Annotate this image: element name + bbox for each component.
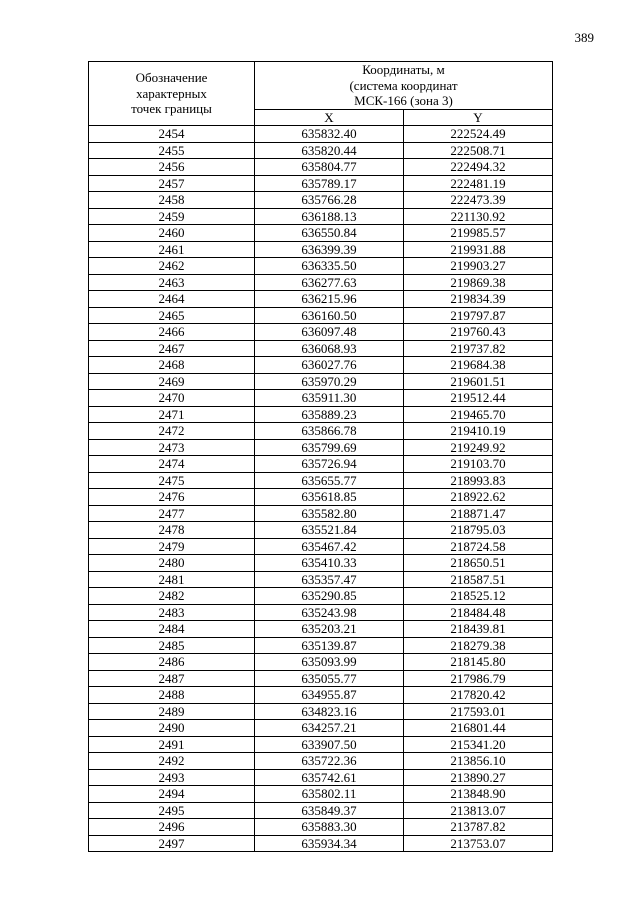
table-row [89,324,553,341]
table-row [89,258,553,275]
table-row [89,390,553,407]
point-id-cell: 2493 [89,769,255,786]
x-coordinate-cell: 636399.39 [255,241,404,258]
x-coordinate-cell: 635290.85 [255,588,404,605]
x-coordinate-cell: 636027.76 [255,357,404,374]
point-id-cell: 2457 [89,175,255,192]
x-coordinate-cell: 636335.50 [255,258,404,275]
x-coordinate-cell: 634823.16 [255,703,404,720]
y-coordinate-cell: 219249.92 [404,439,553,456]
x-coordinate-cell: 634955.87 [255,687,404,704]
x-coordinate-cell: 635832.40 [255,126,404,143]
x-coordinate-cell: 635849.37 [255,802,404,819]
point-id-cell: 2461 [89,241,255,258]
point-id-cell: 2463 [89,274,255,291]
x-coordinate-cell: 635243.98 [255,604,404,621]
coordinates-header-line: МСК-166 (зона 3) [354,93,453,108]
x-coordinate-cell: 635726.94 [255,456,404,473]
table-row [89,555,553,572]
x-coordinate-cell: 635802.11 [255,786,404,803]
y-coordinate-cell: 219512.44 [404,390,553,407]
table-row [89,159,553,176]
point-id-cell: 2489 [89,703,255,720]
y-coordinate-cell: 218484.48 [404,604,553,621]
table-row [89,786,553,803]
x-coordinate-cell: 636550.84 [255,225,404,242]
y-coordinate-cell: 218650.51 [404,555,553,572]
y-coordinate-cell: 222494.32 [404,159,553,176]
x-coordinate-cell: 636097.48 [255,324,404,341]
coordinates-header-line: (система координат [349,77,458,93]
point-id-cell: 2492 [89,753,255,770]
header-row [89,62,553,110]
x-coordinate-cell: 635889.23 [255,406,404,423]
table-row [89,604,553,621]
y-coordinate-cell: 219869.38 [404,274,553,291]
y-coordinate-cell: 217593.01 [404,703,553,720]
x-coordinate-cell: 635582.80 [255,505,404,522]
point-id-cell: 2491 [89,736,255,753]
x-coordinate-cell: 635883.30 [255,819,404,836]
x-coordinate-cell: 635742.61 [255,769,404,786]
point-id-cell: 2481 [89,571,255,588]
x-coordinate-cell: 635799.69 [255,439,404,456]
x-coordinate-cell: 635766.28 [255,192,404,209]
point-id-cell: 2467 [89,340,255,357]
table-row [89,654,553,671]
point-id-cell: 2466 [89,324,255,341]
table-row [89,835,553,852]
table-row [89,126,553,143]
point-id-cell: 2490 [89,720,255,737]
y-coordinate-cell: 218145.80 [404,654,553,671]
point-id-cell: 2487 [89,670,255,687]
coordinates-header [255,62,553,110]
table-row [89,736,553,753]
y-coordinate-cell: 219684.38 [404,357,553,374]
table-row [89,208,553,225]
point-label-header-line: Обозначение [135,70,208,86]
table-header [89,62,553,126]
table-row [89,291,553,308]
x-coordinate-cell: 635139.87 [255,637,404,654]
y-coordinate-cell: 219985.57 [404,225,553,242]
table-row [89,505,553,522]
y-coordinate-cell: 219903.27 [404,258,553,275]
y-coordinate-cell: 213787.82 [404,819,553,836]
y-coordinate-cell: 217986.79 [404,670,553,687]
table-row [89,373,553,390]
table-row [89,670,553,687]
x-coordinate-cell: 636277.63 [255,274,404,291]
table-row [89,489,553,506]
x-coordinate-cell: 635467.42 [255,538,404,555]
point-id-cell: 2455 [89,142,255,159]
y-coordinate-cell: 213856.10 [404,753,553,770]
page-number: 389 [574,30,594,45]
y-coordinate-cell: 213753.07 [404,835,553,852]
x-coordinate-cell: 635093.99 [255,654,404,671]
y-coordinate-cell: 221130.92 [404,208,553,225]
table-row [89,241,553,258]
table-row [89,406,553,423]
table-row [89,472,553,489]
x-coordinate-cell: 635820.44 [255,142,404,159]
y-column-header: Y [404,109,553,126]
table-row [89,802,553,819]
y-coordinate-cell: 222508.71 [404,142,553,159]
table-row [89,340,553,357]
point-id-cell: 2496 [89,819,255,836]
y-coordinate-cell: 218439.81 [404,621,553,638]
point-id-cell: 2495 [89,802,255,819]
x-coordinate-cell: 635934.34 [255,835,404,852]
table-row [89,637,553,654]
x-coordinate-cell: 635055.77 [255,670,404,687]
point-id-cell: 2486 [89,654,255,671]
x-coordinate-cell: 635618.85 [255,489,404,506]
point-label-header [89,62,255,126]
y-coordinate-cell: 213848.90 [404,786,553,803]
table-row [89,357,553,374]
point-id-cell: 2458 [89,192,255,209]
point-id-cell: 2488 [89,687,255,704]
y-coordinate-cell: 222524.49 [404,126,553,143]
y-coordinate-cell: 217820.42 [404,687,553,704]
point-label-header-line: точек границы [131,101,212,117]
table-row [89,439,553,456]
x-coordinate-cell: 635911.30 [255,390,404,407]
y-coordinate-cell: 216801.44 [404,720,553,737]
point-id-cell: 2472 [89,423,255,440]
table-row [89,720,553,737]
point-id-cell: 2482 [89,588,255,605]
table-row [89,175,553,192]
y-coordinate-cell: 219103.70 [404,456,553,473]
table-row [89,588,553,605]
table-row [89,274,553,291]
point-id-cell: 2477 [89,505,255,522]
point-id-cell: 2460 [89,225,255,242]
point-id-cell: 2476 [89,489,255,506]
coordinates-table [88,61,553,852]
x-coordinate-cell: 635722.36 [255,753,404,770]
x-coordinate-cell: 634257.21 [255,720,404,737]
table-row [89,703,553,720]
x-coordinate-cell: 635410.33 [255,555,404,572]
y-coordinate-cell: 219465.70 [404,406,553,423]
y-coordinate-cell: 222481.19 [404,175,553,192]
y-coordinate-cell: 219931.88 [404,241,553,258]
y-coordinate-cell: 219797.87 [404,307,553,324]
table-row [89,687,553,704]
y-coordinate-cell: 219760.43 [404,324,553,341]
table-row [89,423,553,440]
point-id-cell: 2459 [89,208,255,225]
point-id-cell: 2475 [89,472,255,489]
point-id-cell: 2480 [89,555,255,572]
table-row [89,819,553,836]
y-coordinate-cell: 222473.39 [404,192,553,209]
table-row [89,571,553,588]
point-id-cell: 2478 [89,522,255,539]
point-id-cell: 2471 [89,406,255,423]
table-row [89,753,553,770]
coordinates-header-line: Координаты, м [362,62,445,77]
y-coordinate-cell: 219601.51 [404,373,553,390]
point-id-cell: 2473 [89,439,255,456]
table-row [89,456,553,473]
point-id-cell: 2494 [89,786,255,803]
point-id-cell: 2497 [89,835,255,852]
table-row [89,142,553,159]
y-coordinate-cell: 219834.39 [404,291,553,308]
table-row [89,522,553,539]
table-row [89,621,553,638]
y-coordinate-cell: 218587.51 [404,571,553,588]
x-coordinate-cell: 635203.21 [255,621,404,638]
point-id-cell: 2469 [89,373,255,390]
y-coordinate-cell: 215341.20 [404,736,553,753]
table-row [89,307,553,324]
y-coordinate-cell: 218922.62 [404,489,553,506]
point-id-cell: 2484 [89,621,255,638]
x-coordinate-cell: 635655.77 [255,472,404,489]
x-coordinate-cell: 633907.50 [255,736,404,753]
table-row [89,192,553,209]
y-coordinate-cell: 213813.07 [404,802,553,819]
y-coordinate-cell: 218525.12 [404,588,553,605]
y-coordinate-cell: 218795.03 [404,522,553,539]
point-id-cell: 2462 [89,258,255,275]
x-coordinate-cell: 635521.84 [255,522,404,539]
x-coordinate-cell: 636160.50 [255,307,404,324]
x-coordinate-cell: 636188.13 [255,208,404,225]
y-coordinate-cell: 218993.83 [404,472,553,489]
table-row [89,225,553,242]
y-coordinate-cell: 213890.27 [404,769,553,786]
x-coordinate-cell: 635804.77 [255,159,404,176]
y-coordinate-cell: 219410.19 [404,423,553,440]
point-label-header-line: характерных [136,85,207,101]
y-coordinate-cell: 218279.38 [404,637,553,654]
point-id-cell: 2456 [89,159,255,176]
point-id-cell: 2483 [89,604,255,621]
point-id-cell: 2468 [89,357,255,374]
y-coordinate-cell: 218724.58 [404,538,553,555]
point-id-cell: 2479 [89,538,255,555]
point-id-cell: 2470 [89,390,255,407]
point-id-cell: 2454 [89,126,255,143]
point-id-cell: 2464 [89,291,255,308]
x-coordinate-cell: 635357.47 [255,571,404,588]
table-row [89,538,553,555]
x-coordinate-cell: 636068.93 [255,340,404,357]
x-coordinate-cell: 635866.78 [255,423,404,440]
table-row [89,769,553,786]
x-coordinate-cell: 635970.29 [255,373,404,390]
y-coordinate-cell: 219737.82 [404,340,553,357]
y-coordinate-cell: 218871.47 [404,505,553,522]
point-id-cell: 2485 [89,637,255,654]
x-column-header: X [255,109,404,126]
point-id-cell: 2474 [89,456,255,473]
table-body [89,126,553,852]
point-id-cell: 2465 [89,307,255,324]
x-coordinate-cell: 635789.17 [255,175,404,192]
x-coordinate-cell: 636215.96 [255,291,404,308]
